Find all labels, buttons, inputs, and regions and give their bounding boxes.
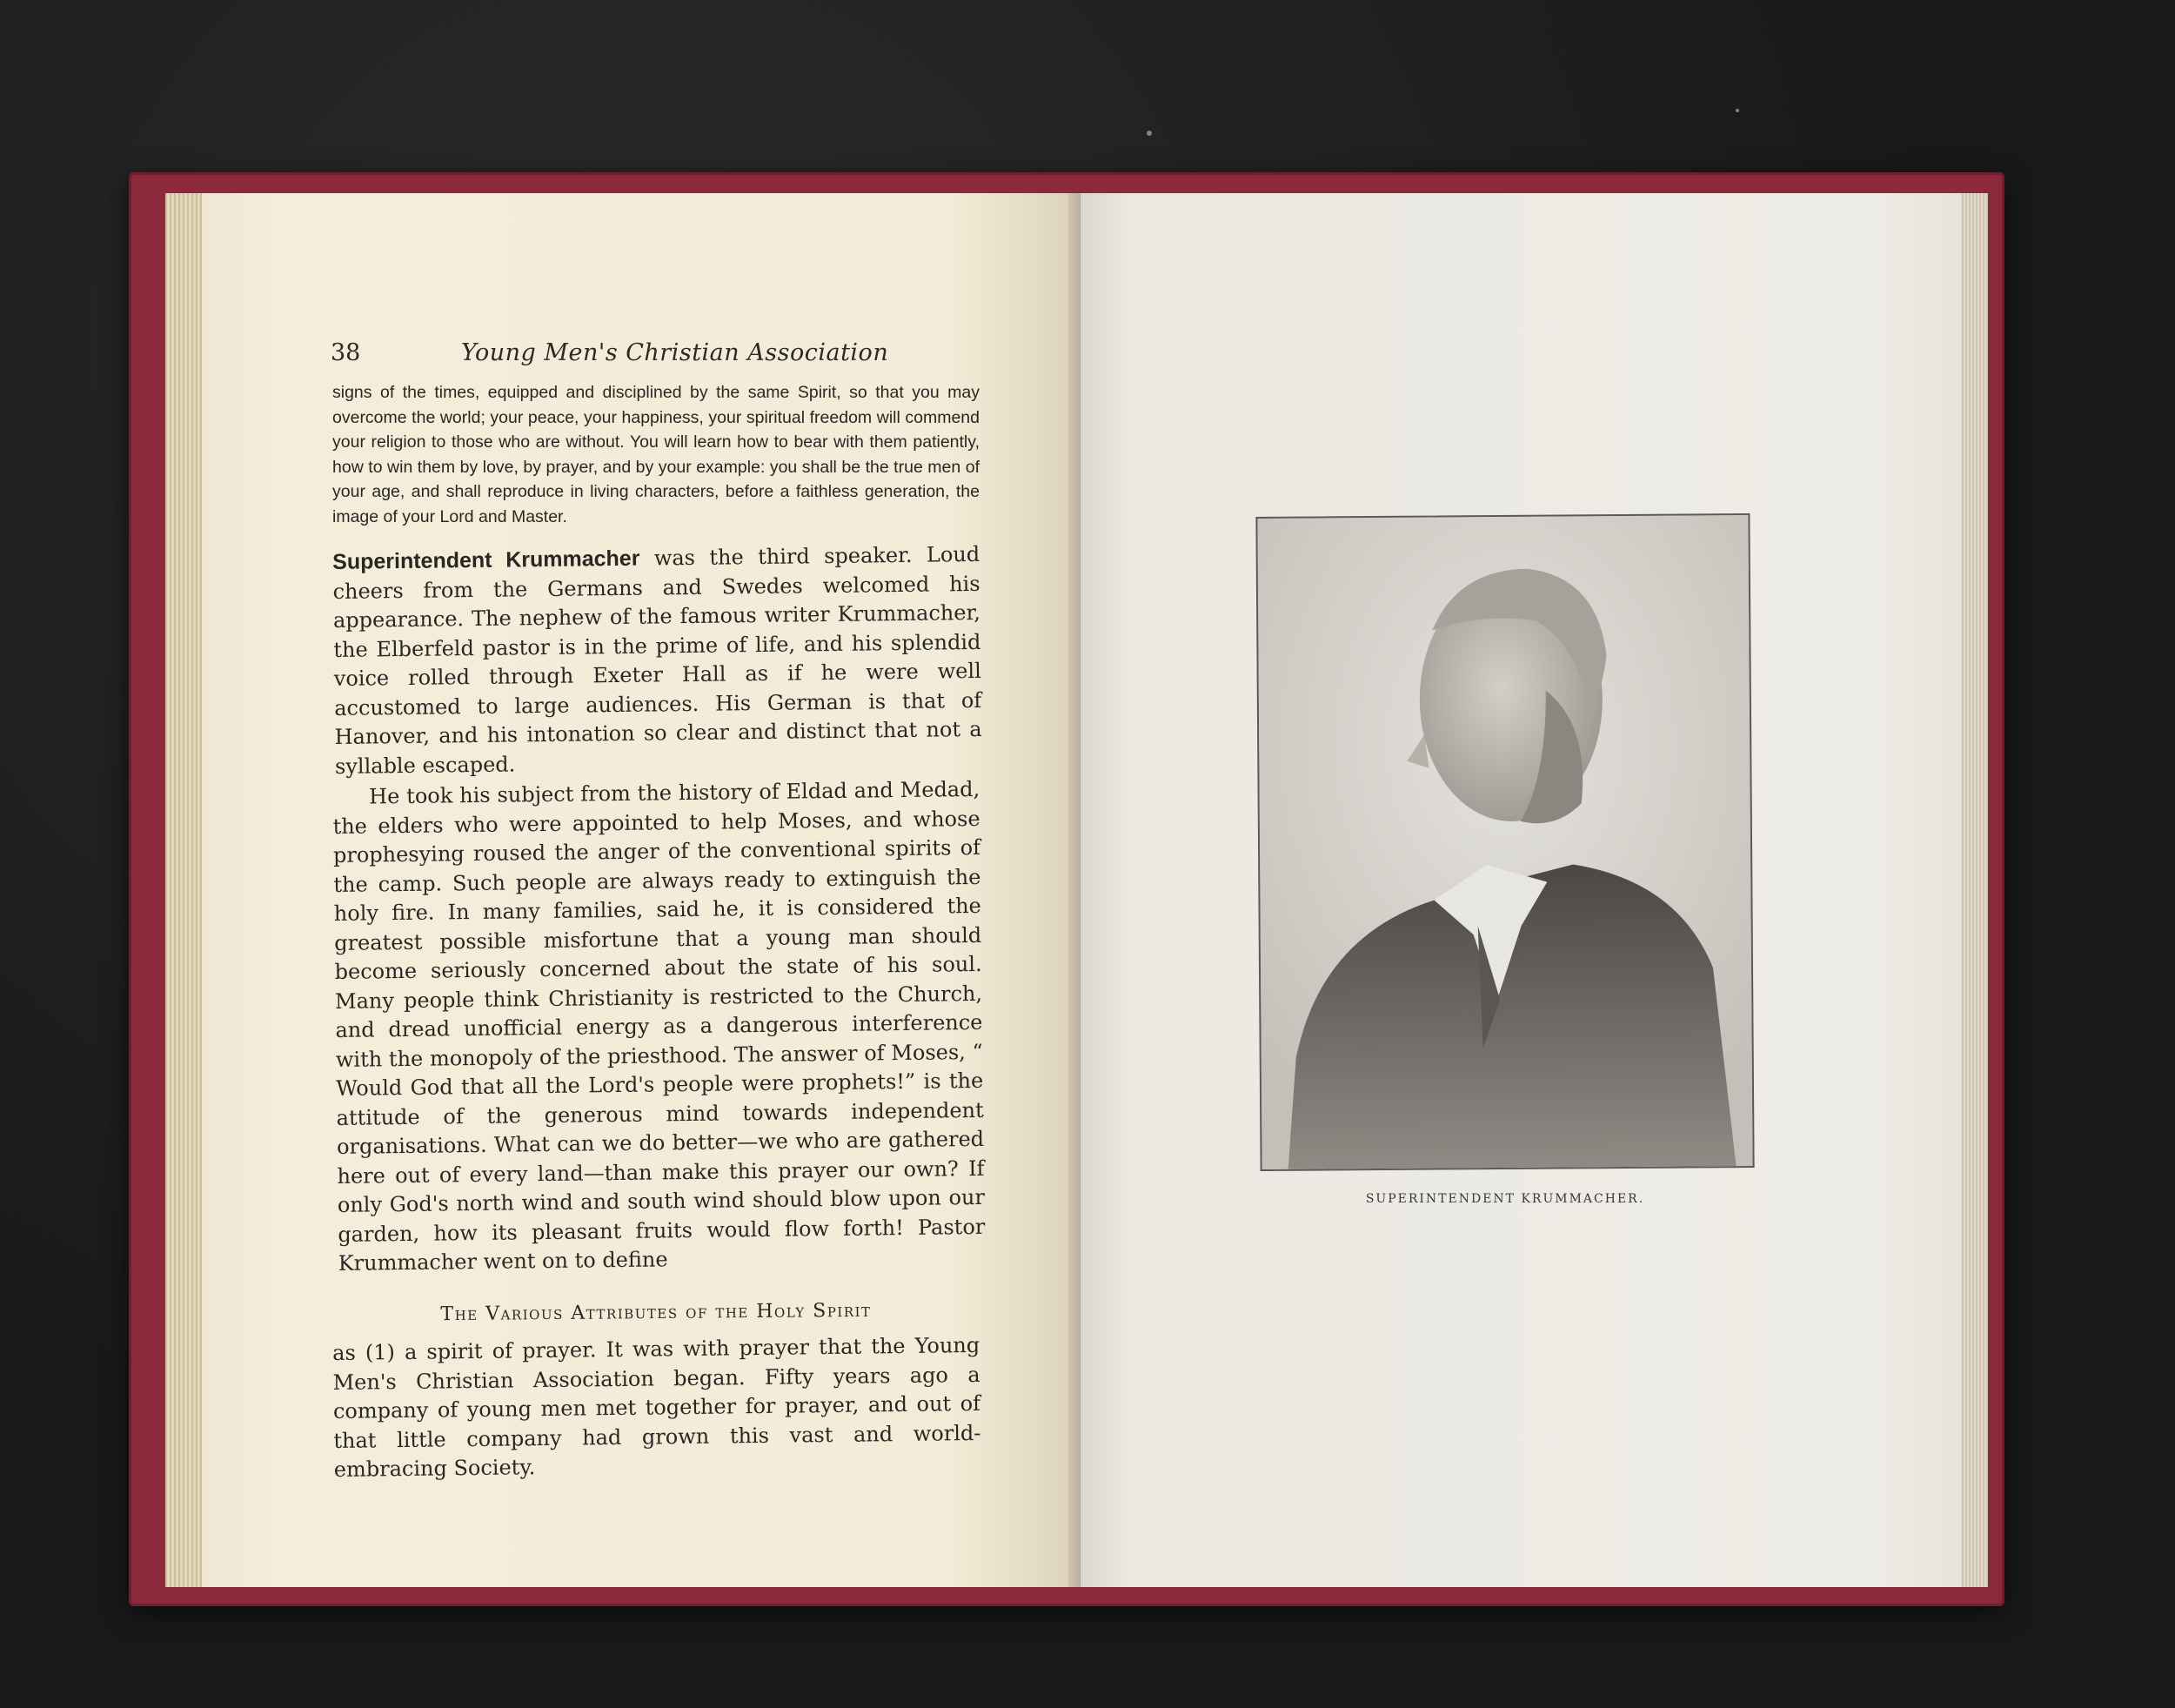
dust-speck xyxy=(1736,109,1739,112)
paragraph-eldad-medad: He took his subject from the history of Eldad and Medad, the elders who were appointed to help Moses, and whose prophesying roused the anger of the conventional spirits of the camp. Such people are always ready to extinguish the holy fire. In many families, said he, it is considered the greatest possible misfortune that a young man should become seriously concerned about the state of his soul. Many people think Christianity is restricted to the Church, and dread unofficial energy as a dangerous interference with the monopoly of the priesthood. The answer of Moses, “ Would God that all the Lord's people were prophets!” is the attitude of the generous mind towards independent organisations. What can we do better—we who are gathered here out of every land—than make this prayer our own? If only God's north wind and south wind should blow upon our garden, how its pleasant fruits would flow forth! Pastor Krummacher went on to define xyxy=(332,776,986,1276)
dust-speck xyxy=(1147,131,1152,136)
running-head xyxy=(331,339,1009,374)
paragraph-text: was the third speaker. Loud cheers from the Germans and Swedes welcomed his appearance. The nephew of the famous writer Krummacher, the Elberfeld pastor is in the prime of life, and his splendid voice rolled through Exeter Hall as if he were well accustomed to large audiences. His German is that of Hanover, and his intonation so clear and distinct that not a syllable escaped. xyxy=(332,541,982,779)
text-block xyxy=(332,380,986,1484)
portrait-photograph xyxy=(1255,513,1754,1171)
speaker-name: Superintendent Krummacher xyxy=(332,546,640,574)
section-subheading: The Various Attributes of the Holy Spirit xyxy=(440,1299,872,1325)
running-title: Young Men's Christian Association xyxy=(461,339,889,366)
quote-paragraph: signs of the times, equipped and disciplined by the same Spirit, so that you may overcome the world; your peace, your happiness, your spiritual freedom will commend your religion to those who are without. You will learn how to bear with them patiently, how to win them by love, by prayer, and by your example: you shall be the true men of your age, and shall reproduce in living characters, before a faithless generation, the image of your Lord and Master. xyxy=(332,383,980,526)
left-page xyxy=(202,193,1077,1587)
portrait-caption: SUPERINTENDENT KRUMMACHER. xyxy=(1365,1192,1645,1206)
portrait-image xyxy=(1257,515,1752,1169)
paragraph-spirit-of-prayer: as (1) a spirit of prayer. It was with prayer that the Young Men's Christian Association began. Fifty years ago a company of young men met together for prayer, and out of that little company had grown this vast and world-embracing Society. xyxy=(332,1332,981,1482)
paragraph-speaker-intro xyxy=(332,540,982,781)
page-number: 38 xyxy=(331,339,361,366)
